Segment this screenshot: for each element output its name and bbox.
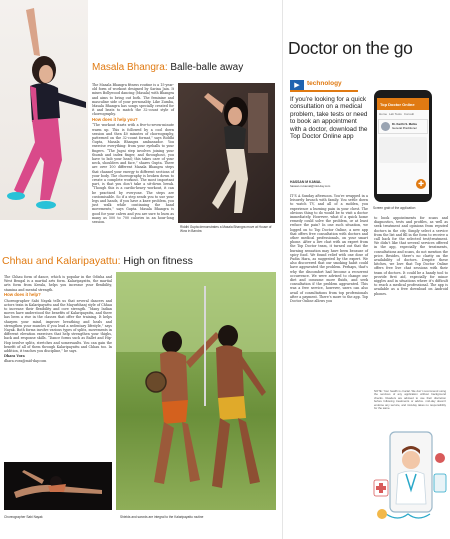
masala-title-rest: Balle-balle away — [167, 62, 244, 73]
doctor-card-role: General Practitioner — [392, 125, 417, 130]
tech-tag-bar — [290, 78, 358, 92]
doctor-title: Doctor on the go — [288, 38, 413, 58]
yoga-woman-photo — [0, 0, 88, 220]
doctor-illustration — [372, 430, 448, 534]
doctor-disclaimer: NOTE: Your health is crucial. We don’t recommend using the services of any application without background checks. Readers are advised to use their discretion before following treatments or advice. mid-day doesn’t endorse any service, and mid-day takes no responsibility for the same. — [374, 389, 446, 411]
arrow-right-icon: ▶ — [290, 80, 304, 90]
doctor-byline: HASSAN M KAMAL — [290, 180, 322, 184]
masala-body — [92, 83, 174, 225]
chhau-subhead: How does it help? — [4, 292, 41, 298]
chhau-intro: The Chhau form of dance, which is popular in the Odisha and West Bengal is a martial arts form. Kalaripayattu, the martial arts form from Kerala, helps you increase your flexibility, stamina and mental strength. — [4, 275, 112, 292]
masala-caption: Riddhi Gupta demonstrates a Masala Bhangra move at House of Wow in Bandra — [180, 225, 272, 233]
doctor-col1: IT’S A Sunday afternoon. You’re wrapped in a leisurely brunch with family. You settle down to watch TV, and all of a sudden, you experience a burning pain in your chest. The obvious thing to do would be to visit a doctor immediately. However, what if a quick home remedy could solve the problem, or at least reduce the pain? In one such situation, we logged on to Top Doctor Online, a new app that offers free consultation with doctors and other medical professionals, on your smart phone. After a live chat with an expert from the Top Doctor team, it turned out that the burning sensation may have been because of spicy food. We found relief with one dose of Pudin Hara, as suggested by the expert. We also discovered that our smoking habit could have aggravated the problem. Perhaps, that’s why the discomfort had become a recurrent occurrence. We were advised to change our diet and consume more fluids, and seek consultation if the problem aggravated. This was a free service, however, users can also avail of consultations from top professionals after a payment. There’s more to the app. Top Doctor Online allows you — [290, 194, 368, 304]
doctor-byline-block — [290, 180, 368, 188]
chat-area — [379, 137, 427, 163]
doctor-headline — [288, 38, 448, 59]
tech-tag-label: technology — [307, 80, 342, 87]
doctor-col2: to book appointments for scans and diagnostics, tests and profiles, as well as seek treatment and opinions from reputed doctors in the city. Simply select a service from the list and fill in the form to receive a call back for the selected test/treatment. We didn’t like that several services offered in the app, especially the treatments, consultations and scans, do not mention the price. Besides, there’s no clarity on the availability of doctors. Despite these hitches, we love that Top Doctor Online offers free live chat sessions with their team of doctors. It could be a handy tool to provide first aid, especially for minor niggles and in situations where it’s difficult to reach a medical professional. The app is available as a free download on Android phones. — [374, 216, 448, 296]
app-menu-consult[interactable]: Consult — [403, 112, 414, 116]
chhau-author: Dhara Vora — [4, 354, 25, 359]
chhau-headline — [2, 255, 272, 267]
doctor-byline-mail: hassan.m.kamal@mid-day.com — [290, 184, 331, 188]
masala-title-accent: Masala Bhangra: — [92, 62, 168, 73]
screen-grab-caption: Screen grab of the application — [373, 206, 416, 210]
masala-intro: The Masala Bhangra fitness routine is a 15-year-old form of workout designed by Sarina Jain. It mixes Bollywood dancing (Masala) with Bhangra and aims to bring out both. The feminine and masculine side of your personality. Like Zumba, Masala Bhangra has songs specially created for it and beats to match the 32-count style of choreography. — [92, 83, 174, 117]
app-brand-bar: Top Doctor Online — [377, 98, 429, 110]
doctor-lead: If you’re looking for a quick consultation on a medical problem, take tests or need to book an appointment with a doctor, download the Top Doctor Online app — [290, 96, 368, 141]
sabi-nayak-split-photo — [4, 462, 112, 510]
kalaripayattu-photo — [116, 272, 276, 510]
chhau-title-rest: High on fitness — [120, 255, 193, 267]
chhau-left-caption: Choreographer Sabi Nayak — [4, 515, 43, 519]
masala-subhead: How does it help you? — [92, 117, 138, 123]
app-menu-lab-tests[interactable]: Lab Tests — [389, 112, 402, 116]
masala-paragraph: “The workout starts with a five-to-seven-minute warm up. This is followed by a cool down session and then 40 minutes of choreography, patterned on the 32-count format,” says Riddhi Gupta, Masala Bhangra ambassador. You exercise everything: from your eyeballs to your fingers. “The Jugni step involves joining your thumb and index finger, and throughout, you have to bob your head; this takes care of your neck, shoulders and face,” shares Gupta. There are over 100 different Masala Bhangra steps that channel your energy to different sections of your body. The choreography is broken down to create a complete workout. The most important part, is that you don’t take a sit-down break. “Though this is a cardio-heavy workout, it can be practised by everyone. The steps are customisable. So if a step sends you to use your legs and hands, if you have a knee problem, you just walk while continuing the hand movements,” says Gupta. Masala Bhangra is good for your calves and you are sure to burn as many as 500 to 700 calories in an hour-long session. — [92, 123, 174, 224]
chhau-author-mail: dhara.vora@mid-day.com — [4, 358, 47, 363]
app-menu-home[interactable]: Home — [379, 112, 388, 116]
riddhi-gupta-photo — [178, 83, 275, 223]
masala-headline — [92, 62, 274, 73]
phone-screen — [377, 98, 429, 194]
chhau-body — [4, 275, 112, 363]
app-menu — [377, 110, 429, 118]
chat-fab-icon[interactable]: ✚ — [416, 179, 426, 189]
avatar — [381, 122, 390, 131]
chhau-right-caption: Shields and swords are integral to the Kalaripayattu routine — [120, 515, 204, 519]
chhau-paragraph: Choreographer Sabi Nayak tells us that several dancers and actors train in Kalaripayattu and the Mayurbhanj style of Chhau to increase their flexibility and core strength. “Many Indian moves have understood the benefits of Kalaripayattu, and there has been a rise in the classes that offer the training. It helps sharpen your mind, improve breathing and heals and strengthen your muscles if you lead a sedentary lifestyle,” says Nayak. Both forms involve various types of splits, movements in different elevation exercises that help strengthen your thighs, back and response skills. “Dance forms such as Ballet and Hip-Hop involve splits, stretches and somersaults. You can gain the benefit of all of them through Kalaripayattu and Chhau too. In addition, it teaches you discipline,” he says. — [4, 298, 112, 353]
doctor-card[interactable] — [378, 119, 428, 134]
phone-mockup — [374, 90, 432, 202]
chhau-title-accent: Chhau and Kalaripayattu: — [2, 255, 121, 267]
doctor-card-name: Dr. Karthi S. Mehta — [392, 122, 417, 127]
